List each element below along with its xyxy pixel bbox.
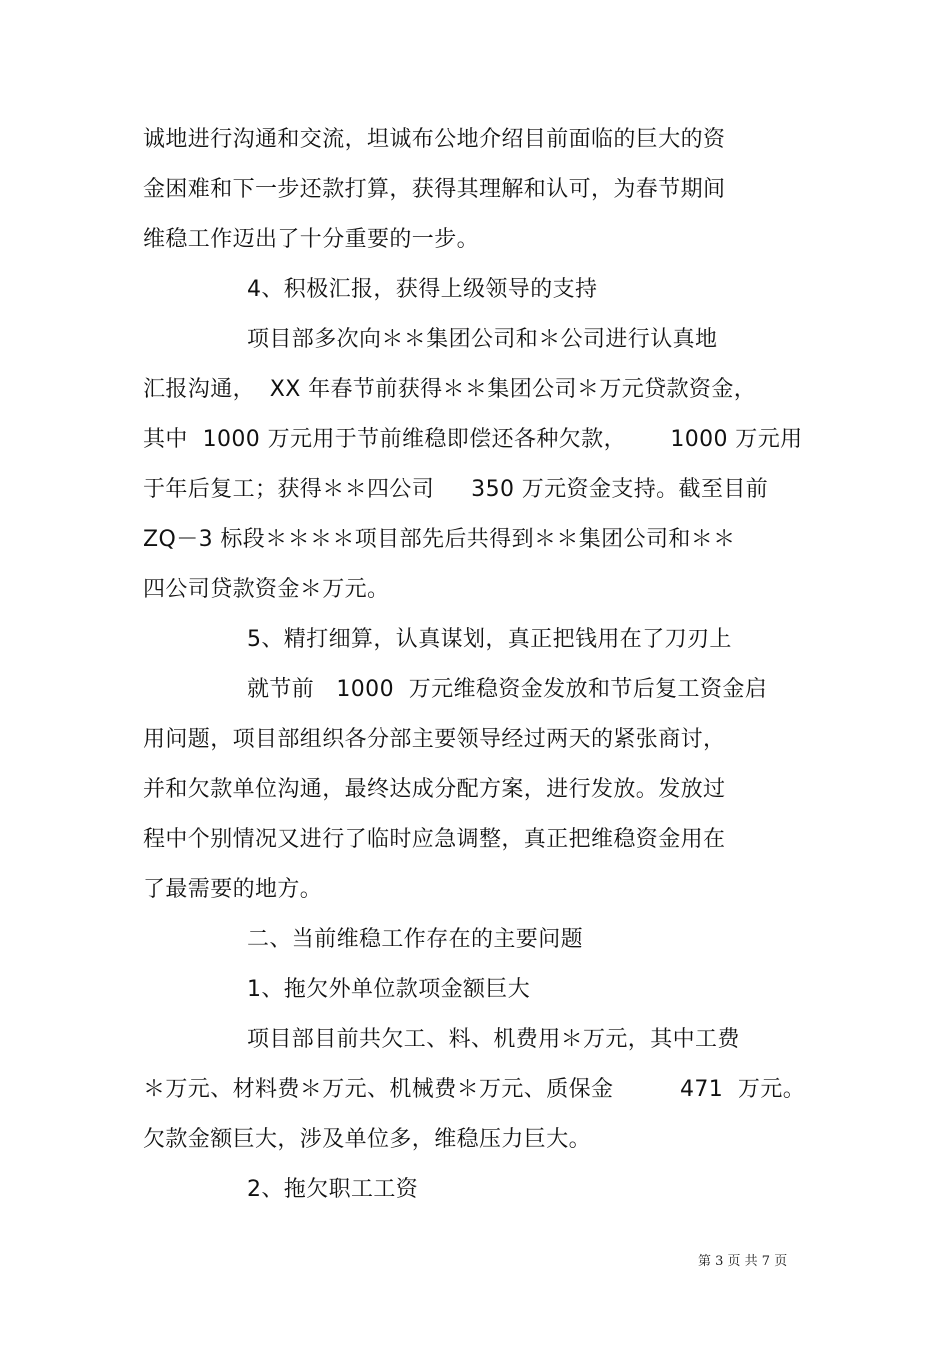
text-line: ＊万元、材料费＊万元、机械费＊万元、质保金 471 万元。 (143, 1077, 806, 1102)
text-line: 金困难和下一步还款打算，获得其理解和认可，为春节期间 (143, 177, 726, 202)
text-line: ZQ－3 标段＊＊＊＊项目部先后共得到＊＊集团公司和＊＊ (143, 527, 736, 552)
text-line: 维稳工作迈出了十分重要的一步。 (143, 227, 480, 252)
section-heading: 4、积极汇报，获得上级领导的支持 (247, 277, 598, 302)
text-line: 程中个别情况又进行了临时应急调整，真正把维稳资金用在 (143, 827, 726, 852)
section-heading: 1、拖欠外单位款项金额巨大 (247, 977, 531, 1002)
text-line: 项目部多次向＊＊集团公司和＊公司进行认真地 (247, 327, 718, 352)
text-line: 于年后复工；获得＊＊四公司 350 万元资金支持。截至目前 (143, 477, 769, 502)
section-heading: 2、拖欠职工工资 (247, 1177, 419, 1202)
text-line: 并和欠款单位沟通，最终达成分配方案，进行发放。发放过 (143, 777, 726, 802)
page-number-footer: 第 3 页 共 7 页 (698, 1254, 788, 1269)
text-line: 其中 1000 万元用于节前维稳即偿还各种欠款， 1000 万元用 (143, 427, 803, 452)
text-line: 汇报沟通， XX 年春节前获得＊＊集团公司＊万元贷款资金， (143, 377, 757, 402)
text-line: 用问题，项目部组织各分部主要领导经过两天的紧张商讨， (143, 727, 726, 752)
section-heading: 二、当前维稳工作存在的主要问题 (247, 927, 584, 952)
section-heading: 5、精打细算，认真谋划，真正把钱用在了刀刃上 (247, 627, 732, 652)
text-line: 欠款金额巨大，涉及单位多，维稳压力巨大。 (143, 1127, 592, 1152)
text-line: 就节前 1000 万元维稳资金发放和节后复工资金启 (247, 677, 768, 702)
text-line: 四公司贷款资金＊万元。 (143, 577, 390, 602)
text-line: 诚地进行沟通和交流，坦诚布公地介绍目前面临的巨大的资 (143, 127, 726, 152)
text-line: 项目部目前共欠工、料、机费用＊万元，其中工费 (247, 1027, 740, 1052)
text-line: 了最需要的地方。 (143, 877, 323, 902)
